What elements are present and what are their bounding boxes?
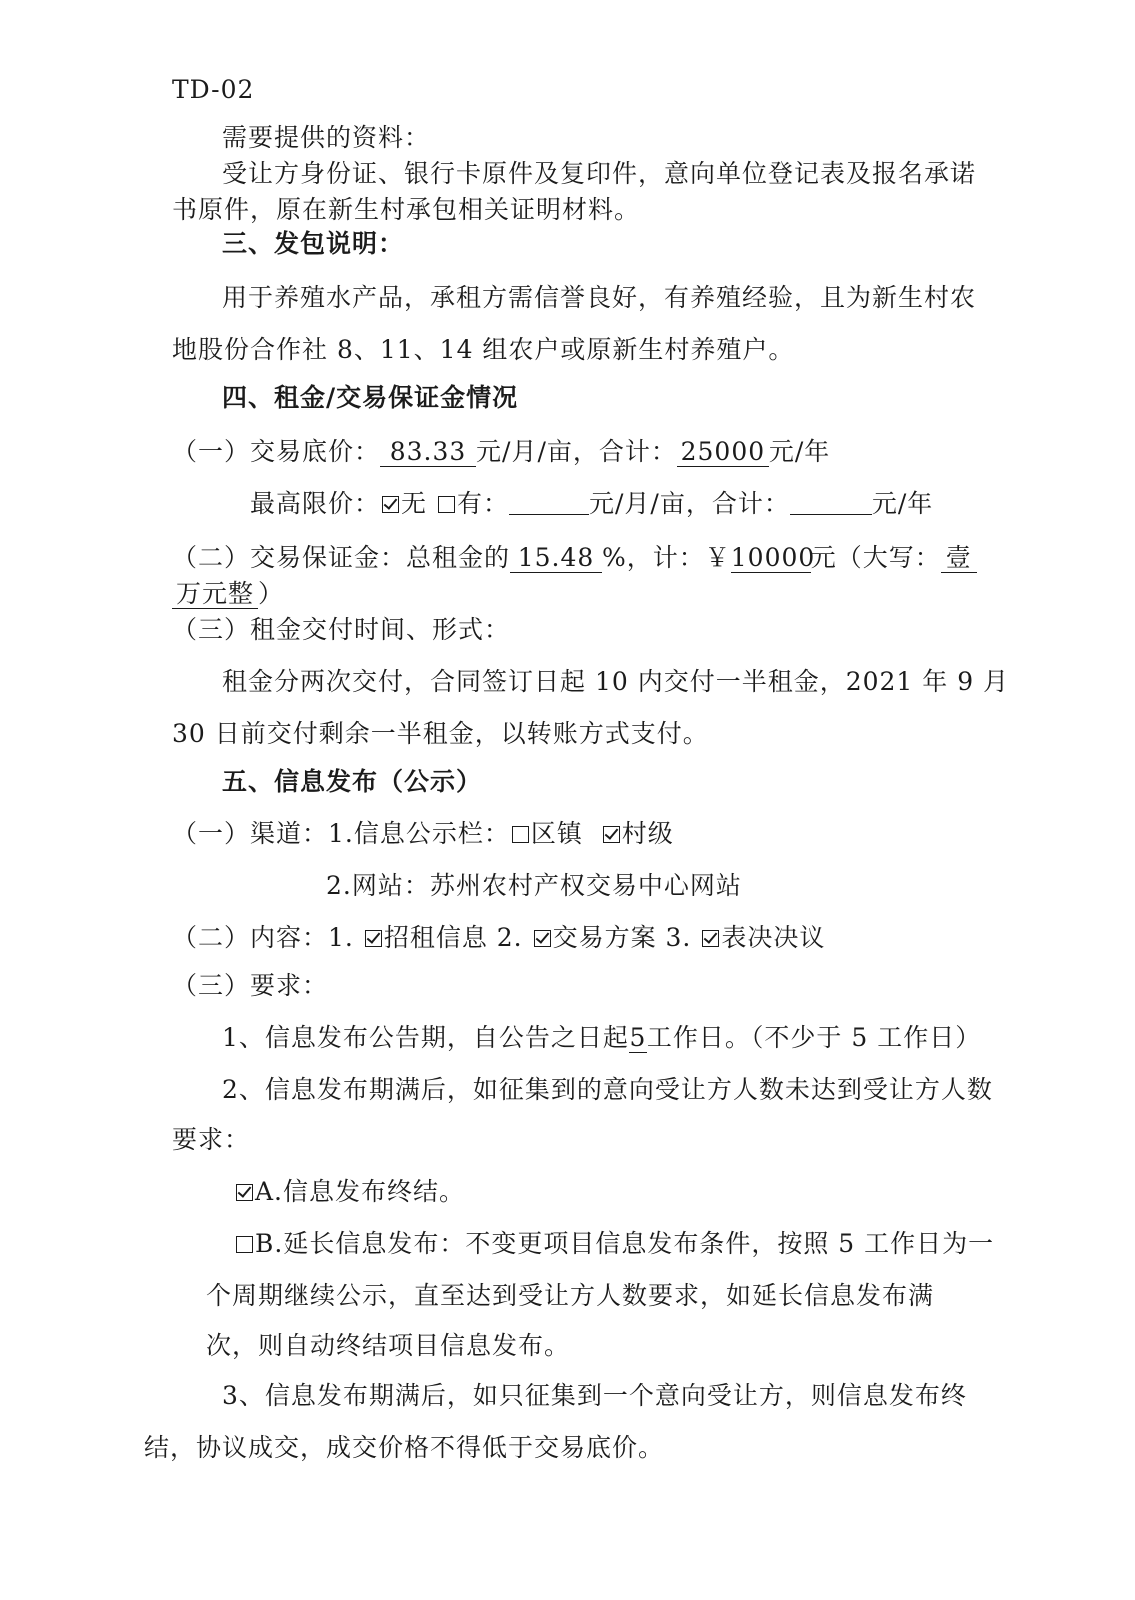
contract-notes-line-2: 地股份合作社 8、11、14 组农户或原新生村养殖户。 — [172, 335, 795, 364]
content-item-3-label: 表决决议 — [721, 923, 826, 952]
option-b-line-2: 个周期继续公示，直至达到受让方人数要求，如延长信息发布满 — [206, 1281, 935, 1310]
materials-heading: 需要提供的资料： — [222, 123, 431, 152]
max-price-total-blank[interactable] — [790, 490, 872, 515]
materials-line-1: 受让方身份证、银行卡原件及复印件，意向单位登记表及报名承诺 — [222, 159, 977, 188]
content-item-1-checkbox[interactable] — [365, 930, 382, 947]
requirement-2-line-2: 要求： — [172, 1125, 251, 1154]
channel-village-checkbox[interactable] — [603, 826, 620, 843]
base-price-total: 25000 — [677, 438, 769, 467]
max-price-total-unit: 元/年 — [871, 489, 934, 518]
payment-line-1: 租金分两次交付，合同签订日起 10 内交付一半租金，2021 年 9 月 — [222, 667, 1010, 696]
section-5-heading: 五、信息发布（公示） — [222, 767, 483, 796]
base-price-unit: 元/月/亩，合计： — [476, 437, 677, 466]
deposit-amount-suffix: 元（大写： — [810, 543, 941, 572]
requirement-3-line-2: 结，协议成交，成交价格不得低于交易底价。 — [144, 1433, 665, 1462]
channel-district-label: 区镇 — [530, 819, 583, 848]
max-price-none-label: 无 — [401, 489, 428, 518]
channel-line — [172, 818, 674, 850]
requirement-1-text-a: 1、信息发布公告期，自公告之日起 — [222, 1023, 629, 1052]
materials-line-2: 书原件，原在新生村承包相关证明材料。 — [172, 195, 641, 224]
option-b-line-3: 次，则自动终结项目信息发布。 — [206, 1331, 571, 1360]
content-item-2-checkbox[interactable] — [534, 930, 551, 947]
base-price-label: （一）交易底价： — [172, 437, 381, 466]
deposit-pct-sign: %，计：￥ — [602, 543, 731, 572]
base-price-line — [172, 436, 830, 468]
deposit-line — [172, 542, 977, 574]
deposit-caps-part-1: 壹 — [941, 544, 977, 573]
contract-notes-line-1: 用于养殖水产品，承租方需信誉良好，有养殖经验，且为新生村农 — [222, 283, 977, 312]
requirement-3-line-1: 3、信息发布期满后，如只征集到一个意向受让方，则信息发布终 — [222, 1381, 967, 1410]
requirement-1 — [222, 1022, 981, 1054]
payment-line-2: 30 日前交付剩余一半租金，以转账方式支付。 — [172, 719, 709, 748]
doc-code: TD-02 — [172, 75, 255, 104]
option-b-line-1 — [234, 1228, 994, 1260]
option-b-checkbox[interactable] — [236, 1236, 253, 1253]
requirement-2-line-1: 2、信息发布期满后，如征集到的意向受让方人数未达到受让方人数 — [222, 1075, 993, 1104]
content-line — [172, 922, 825, 954]
channel-district-checkbox[interactable] — [512, 826, 529, 843]
max-price-unit: 元/月/亩，合计： — [589, 489, 790, 518]
section-3-heading: 三、发包说明： — [222, 229, 405, 258]
option-b-label: B.延长信息发布：不变更项目信息发布条件，按照 5 工作日为一 — [255, 1229, 995, 1258]
deposit-percent: 15.48 — [510, 544, 602, 573]
deposit-close: ） — [258, 579, 285, 608]
max-price-has-checkbox[interactable] — [438, 496, 455, 513]
option-a — [234, 1176, 465, 1208]
max-price-line — [250, 488, 933, 520]
requirements-heading: （三）要求： — [172, 971, 329, 1000]
max-price-none-checkbox[interactable] — [382, 496, 399, 513]
content-item-1-label: 招租信息 2. — [383, 923, 523, 952]
channel-label: （一）渠道：1.信息公示栏： — [172, 819, 510, 848]
deposit-label: （二）交易保证金：总租金的 — [172, 543, 511, 572]
content-item-3-checkbox[interactable] — [702, 930, 719, 947]
max-price-label: 最高限价： — [250, 489, 381, 518]
deposit-amount: 10000 — [730, 543, 816, 572]
content-item-2-label: 交易方案 3. — [552, 923, 692, 952]
payment-heading: （三）租金交付时间、形式： — [172, 615, 511, 644]
max-price-has-label: 有： — [456, 489, 509, 518]
max-price-value-blank[interactable] — [509, 490, 589, 515]
option-a-label: A.信息发布终结。 — [255, 1177, 466, 1206]
deposit-caps-part-2: 万元整 — [172, 580, 258, 609]
section-4-heading: 四、租金/交易保证金情况 — [222, 383, 519, 412]
base-price-value: 83.33 — [380, 438, 476, 467]
option-a-checkbox[interactable] — [236, 1184, 253, 1201]
requirement-1-days: 5 — [629, 1023, 647, 1052]
base-price-total-unit: 元/年 — [768, 437, 831, 466]
content-label: （二）内容：1. — [172, 923, 354, 952]
channel-village-label: 村级 — [621, 819, 674, 848]
channel-website: 2.网站：苏州农村产权交易中心网站 — [326, 871, 742, 900]
requirement-1-text-b: 工作日。（不少于 5 工作日） — [646, 1023, 982, 1052]
deposit-line-2 — [172, 578, 284, 610]
